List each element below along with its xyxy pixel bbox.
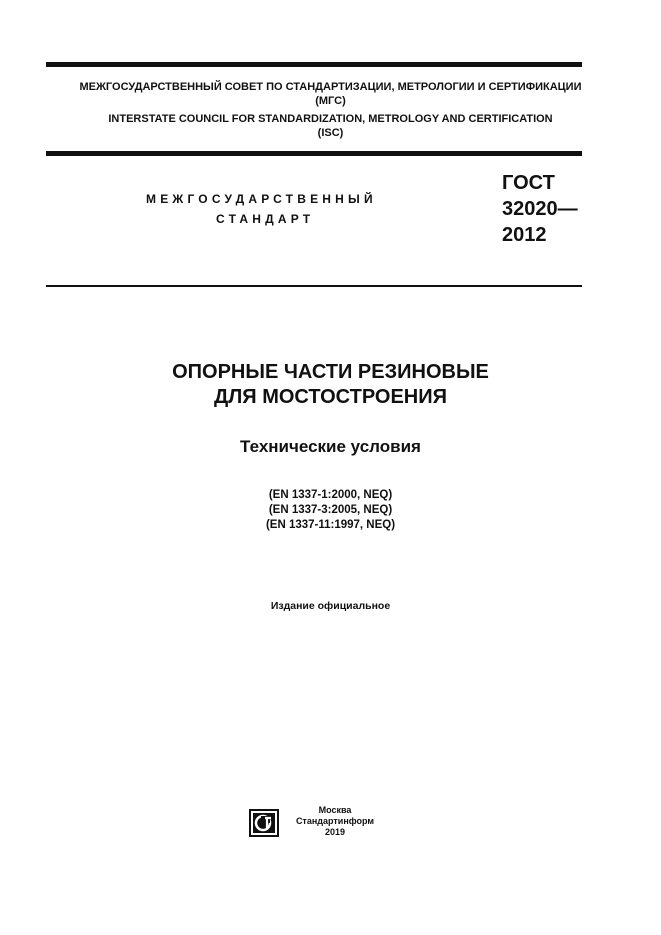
lower-rule [46,285,582,287]
middle-rule [46,151,582,156]
reference-item: (EN 1337-3:2005, NEQ) [268,504,393,516]
council-ru-name: МЕЖГОСУДАРСТВЕННЫЙ СОВЕТ ПО СТАНДАРТИЗАЦИИ, МЕТРОЛОГИИ И СЕРТИФИКАЦИИ [79,81,582,93]
publisher-name: Стандартинформ [295,816,375,826]
publisher-block [290,805,380,838]
standard-type-line2: СТАНДАРТ [216,212,315,226]
publisher-city: Москва [318,805,352,815]
council-ru-abbr: (МГС) [315,95,346,107]
gost-year: 2012 [502,224,547,246]
document-title [0,360,661,410]
standard-type-line1: МЕЖГОСУДАРСТВЕННЫЙ [146,192,377,206]
reference-item: (EN 1337-11:1997, NEQ) [265,519,396,531]
top-rule [46,62,582,67]
title-line2: ДЛЯ МОСТОСТРОЕНИЯ [214,386,447,408]
document-subtitle: Технические условия [240,437,421,456]
reference-item: (EN 1337-1:2000, NEQ) [268,489,393,501]
gost-number: 32020— [502,198,578,220]
council-ru [0,80,661,108]
council-en-abbr: (ISC) [317,127,344,139]
publisher-year: 2019 [324,827,346,837]
council-en [0,112,661,140]
gost-designation [502,170,578,248]
title-line1: ОПОРНЫЕ ЧАСТИ РЕЗИНОВЫЕ [172,361,489,383]
edition-note: Издание официальное [270,600,391,612]
reference-standards [0,488,661,533]
standartinform-logo-icon [249,809,279,837]
gost-prefix: ГОСТ [502,172,555,194]
council-en-name: INTERSTATE COUNCIL FOR STANDARDIZATION, METROLOGY AND CERTIFICATION [108,113,553,125]
